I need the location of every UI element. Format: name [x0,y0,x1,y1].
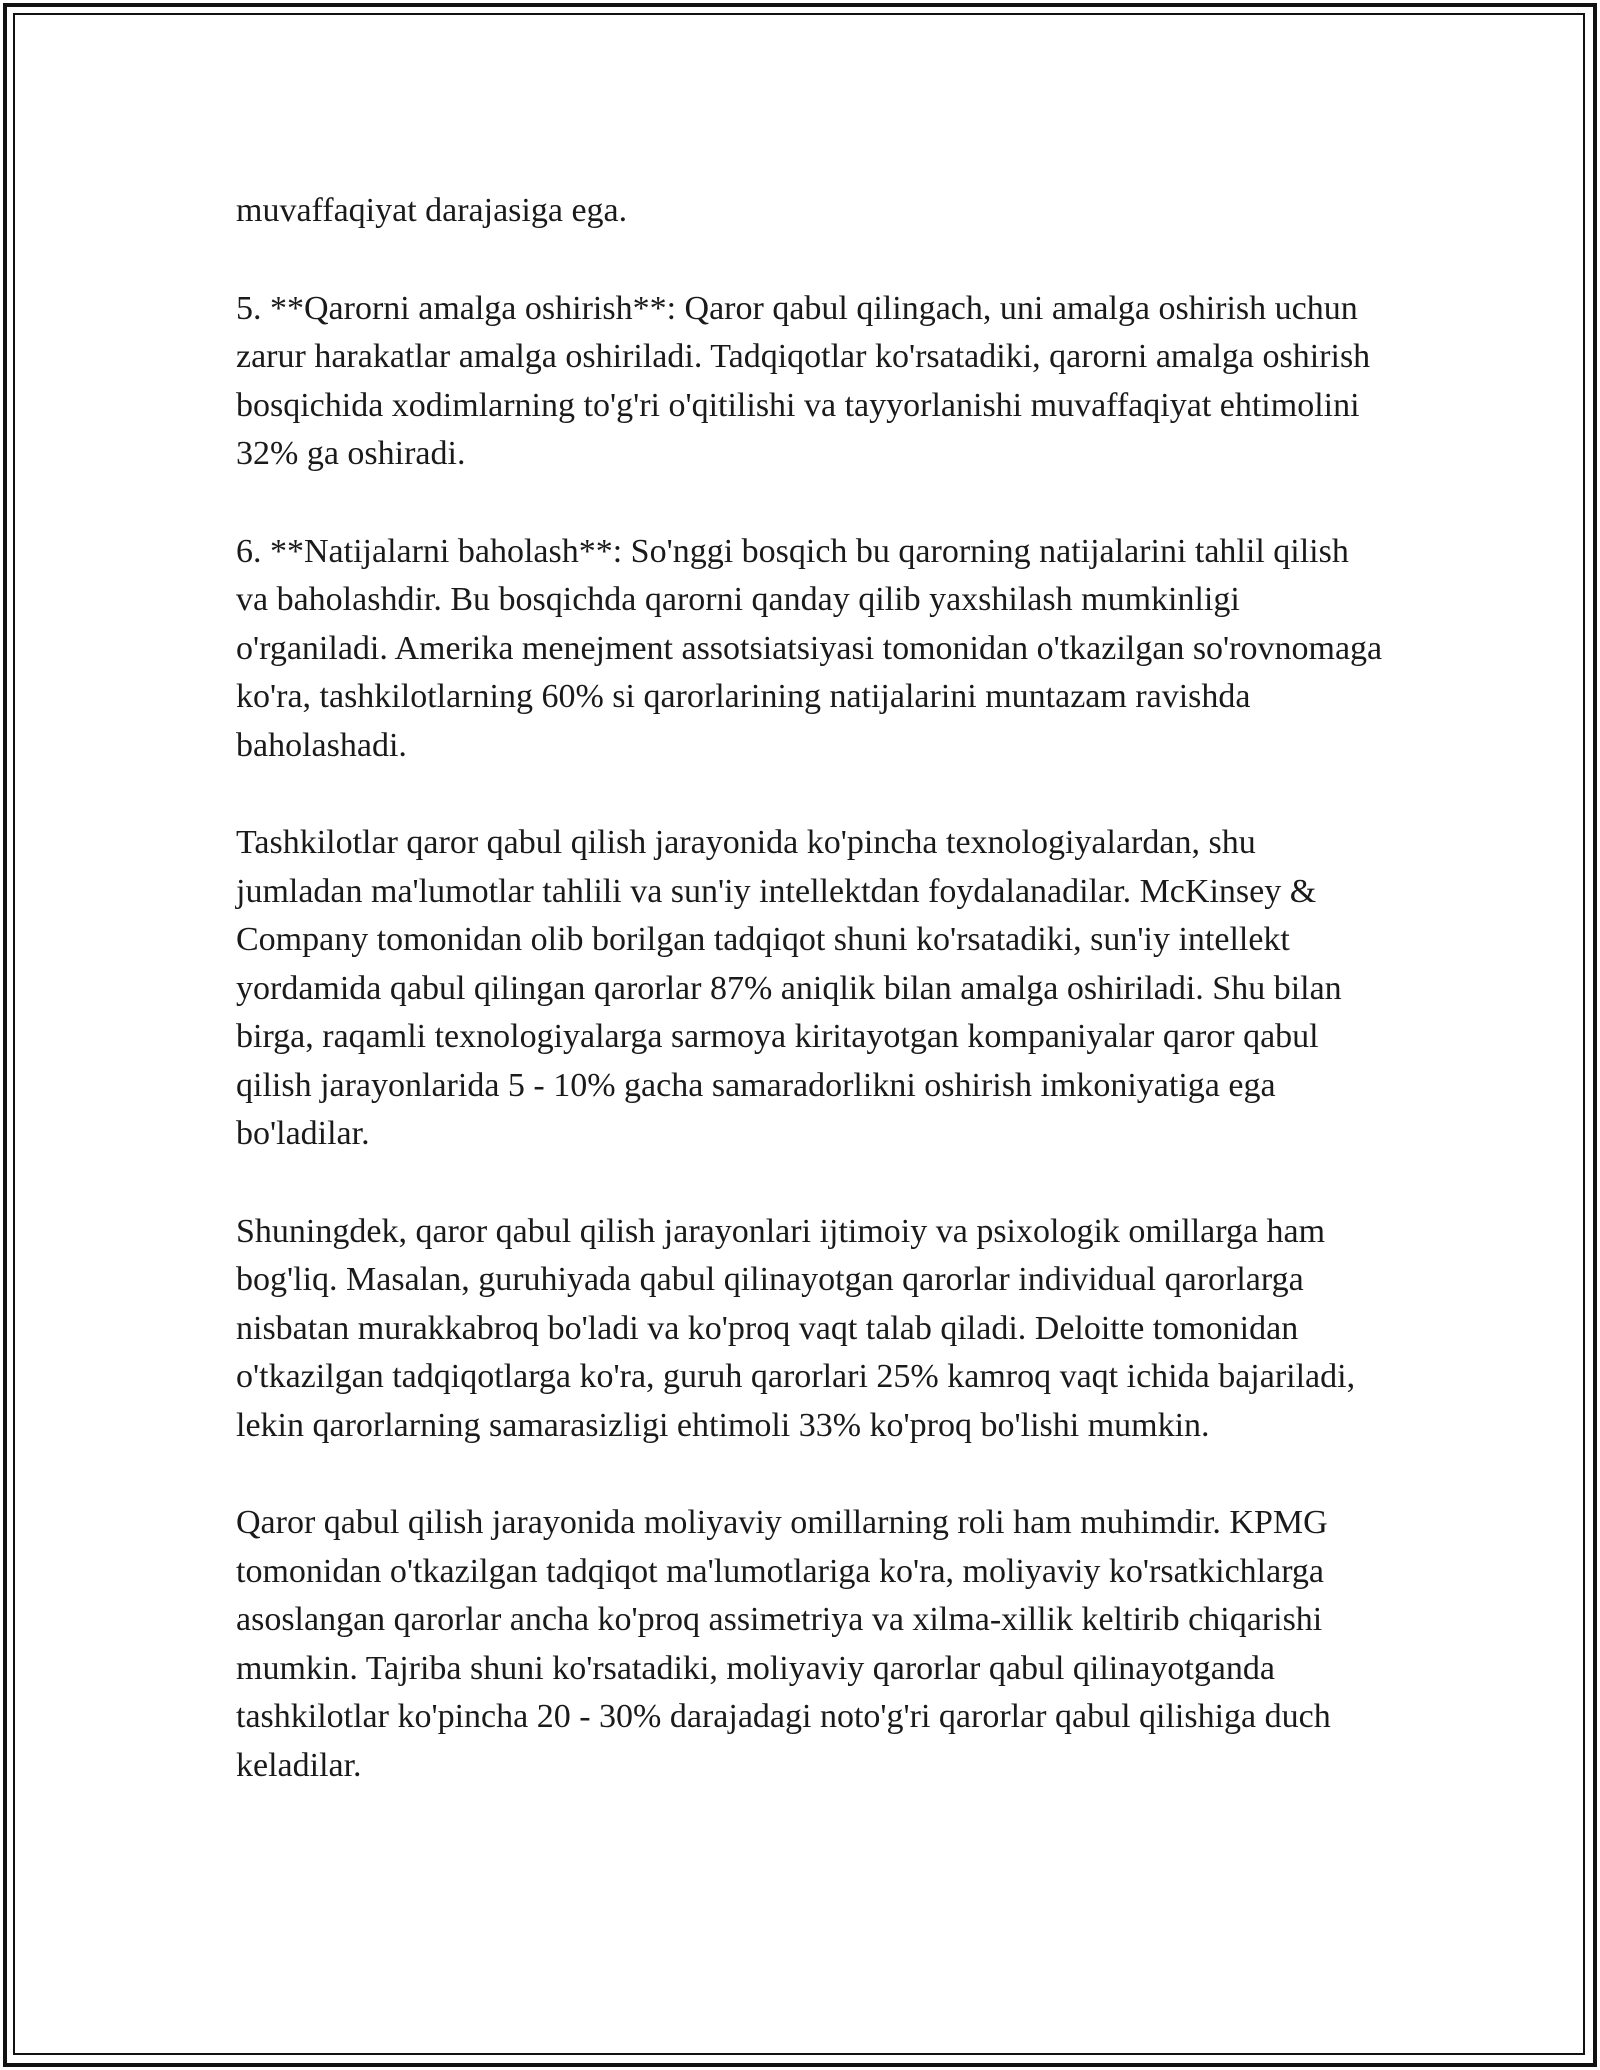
paragraph-step-5-implementation: 5. **Qarorni amalga oshirish**: Qaror qabul qilingach, uni amalga oshirish uchun zarur harakatlar amalga oshiriladi. Tadqiqotlar ko'rsatadiki, qarorni amalga oshirish bosqichida xodimlarning to'g'ri o'qitilishi va tayyorlanishi muvaffaqiyat ehtimolini 32% ga oshiradi. [236,289,1371,472]
paragraph-social-factors: Shuningdek, qaror qabul qilish jarayonlari ijtimoiy va psixologik omillarga ham bog'liq. Masalan, guruhiyada qabul qilinayotgan qarorlar individual qarorlarga nisbatan murakkabroq bo'ladi va ko'proq vaqt talab qiladi. Deloitte tomonidan o'tkazilgan tadqiqotlarga ko'ra, guruh qarorlari 25% kamroq vaqt ichida bajariladi, lekin qarorlarning samarasizligi ehtimoli 33% ko'proq bo'lishi mumkin. [236,1212,1356,1444]
paragraph-technology: Tashkilotlar qaror qabul qilish jarayonida ko'pincha texnologiyalardan, shu jumladan ma'lumotlar tahlili va sun'iy intellektdan foydalanadilar. McKinsey & Company tomonidan olib borilgan tadqiqot shuni ko'rsatadiki, sun'iy intellekt yordamida qabul qilingan qarorlar 87% aniqlik bilan amalga oshiriladi. Shu bilan birga, raqamli texnologiyalarga sarmoya kiritayotgan kompaniyalar qaror qabul qilish jarayonlarida 5 - 10% gacha samaradorlikni oshirish imkoniyatiga ega bo'ladilar. [236,824,1342,1152]
paragraph-step-6-evaluation: 6. **Natijalarni baholash**: So'nggi bosqich bu qarorning natijalarini tahlil qilish va baholashdir. Bu bosqichda qarorni qanday qilib yaxshilash mumkinligi o'rganiladi. Amerika menejment assotsiatsiyasi tomonidan o'tkazilgan so'rovnomaga ko'ra, tashkilotlarning 60% si qarorlarining natijalarini muntazam ravishda baholashadi. [236,532,1383,764]
paragraph-continuation: muvaffaqiyat darajasiga ega. [236,192,628,229]
paragraph-financial-factors: Qaror qabul qilish jarayonida moliyaviy omillarning roli ham muhimdir. KPMG tomonidan o'tkazilgan tadqiqot ma'lumotlariga ko'ra, moliyaviy ko'rsatkichlarga asoslangan qarorlar ancha ko'proq assimetriya va xilma-xillik keltirib chiqarishi mumkin. Tajriba shuni ko'rsatadiki, moliyaviy qarorlar qabul qilinayotganda tashkilotlar ko'pincha 20 - 30% darajadagi noto'g'ri qarorlar qabul qilishiga duch keladilar. [236,1504,1331,1784]
document-body [236,187,1386,1839]
